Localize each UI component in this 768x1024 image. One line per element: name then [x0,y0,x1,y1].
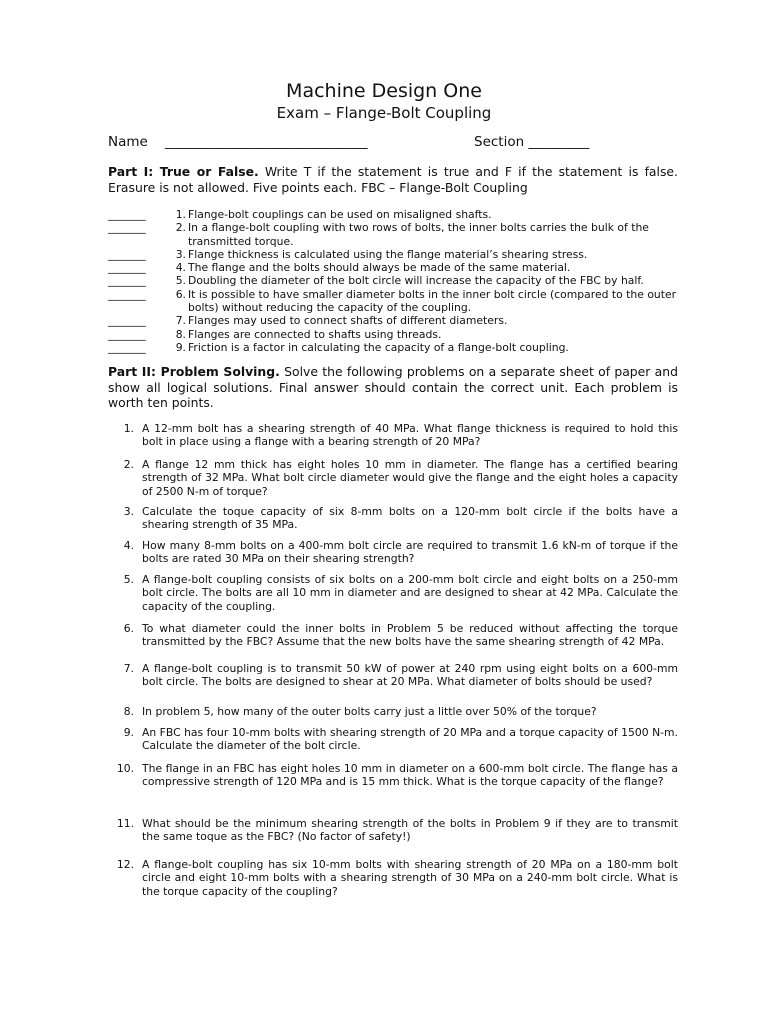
problem-number: 5. [123,573,134,586]
page-subtitle: Exam – Flange-Bolt Coupling [276,104,492,122]
problem-item [108,458,678,498]
problem-text: A flange-bolt coupling is to transmit 50 kW of power at 240 rpm using eight bolts on a 600-mm bolt circle. The bolts are designed to shear at 20 MPa. What diameter of bolts should be used? [142,662,678,689]
item-number: 9. [175,340,186,354]
problem-number: 9. [123,726,134,739]
problem-text: A flange 12 mm thick has eight holes 10 mm in diameter. The flange has a certified bearing strength of 32 MPa. What bolt circle diameter would give the flange and the eight holes a capacity of 2500 N-m of torque? [142,458,678,498]
tf-item [108,261,678,274]
name-blank: ______________________________ [165,134,368,150]
problem-number: 4. [123,539,134,552]
section-label: Section [474,134,525,150]
problem-item [108,762,678,789]
part2-instructions: Solve the following problems on a separate sheet of paper and show all logical solutions. Final answer should contain the correct unit. Each problem is worth ten points. [108,364,678,410]
problem-number: 8. [123,705,134,718]
true-false-list [108,208,678,354]
problem-item [108,573,678,613]
tf-item [108,274,678,287]
item-statement: Flange-bolt couplings can be used on misaligned shafts. [188,208,492,221]
problem-item [108,539,678,566]
part2-heading [108,364,678,411]
answer-blank: _______ [108,287,146,301]
problem-number: 10. [116,762,134,775]
item-number: 2. [175,221,186,235]
answer-blank: _______ [108,208,146,221]
section-field [474,134,589,150]
item-number: 1. [175,208,186,221]
problem-text: Calculate the toque capacity of six 8-mm bolts on a 120-mm bolt circle if the bolts have a shearing strength of 35 MPa. [142,505,678,532]
problem-number: 7. [123,662,134,675]
tf-item [108,288,678,315]
answer-blank: _______ [108,340,146,354]
part1-heading [108,164,678,195]
item-statement: It is possible to have smaller diameter bolts in the inner bolt circle (compared to the outer bolts) without reducing the capacity of the coupling. [188,287,677,315]
problem-text: A flange-bolt coupling has six 10-mm bolts with shearing strength of 20 MPa on a 180-mm bolt circle and eight 10-mm bolts with a shearing strength of 30 MPa on a 240-mm bolt circle. What is the torque capacity of the coupling? [142,858,678,898]
problem-text: What should be the minimum shearing strength of the bolts in Problem 9 if they are to transmit the same toque as the FBC? (No factor of safety!) [142,817,678,844]
problem-number: 6. [123,622,134,635]
problem-number: 12. [116,858,134,871]
item-statement: The flange and the bolts should always be made of the same material. [188,261,571,275]
problem-text: To what diameter could the inner bolts in Problem 5 be reduced without affecting the torque transmitted by the FBC? Assume that the new bolts have the same shearing strength of 42 MPa. [142,622,678,649]
problem-item [108,622,678,649]
problem-text: A 12-mm bolt has a shearing strength of 40 MPa. What flange thickness is required to hold this bolt in place using a flange with a bearing strength of 20 MPa? [142,422,678,449]
page-title: Machine Design One [286,80,482,102]
item-number: 4. [175,261,186,275]
item-number: 8. [175,327,186,341]
problem-number: 2. [123,458,134,471]
problem-text: A flange-bolt coupling consists of six bolts on a 200-mm bolt circle and eight bolts on a 250-mm bolt circle. The bolts are all 10 mm in diameter and are designed to shear at 42 MPa. Calculate the capacity of the coupling. [142,573,678,613]
problem-item [108,858,678,898]
problem-item [108,505,678,532]
answer-blank: _______ [108,261,146,275]
problem-text: An FBC has four 10-mm bolts with shearing strength of 20 MPa and a torque capacity of 1500 N-m. Calculate the diameter of the bolt circle. [142,726,678,753]
item-number: 6. [175,287,186,301]
problem-item [108,422,678,449]
tf-item [108,248,678,261]
part2-title: Part II: Problem Solving. [108,364,280,379]
problem-item [108,817,678,844]
problem-text: The flange in an FBC has eight holes 10 mm in diameter on a 600-mm bolt circle. The flange has a compressive strength of 120 MPa and is 15 mm thick. What is the torque capacity of the flange? [142,762,678,789]
tf-item [108,314,678,327]
problem-number: 1. [123,422,134,435]
answer-blank: _______ [108,274,146,288]
name-label: Name [108,134,148,150]
problem-text: In problem 5, how many of the outer bolts carry just a little over 50% of the torque? [142,705,597,718]
section-blank: _________ [528,134,590,150]
problem-item [108,705,678,718]
part1-title: Part I: True or False. [108,164,259,179]
tf-item [108,328,678,341]
item-number: 5. [175,274,186,288]
item-statement: Doubling the diameter of the bolt circle will increase the capacity of the FBC by half. [188,274,644,288]
item-number: 3. [175,247,186,261]
tf-item [108,341,678,354]
item-statement: In a flange-bolt coupling with two rows of bolts, the inner bolts carries the bulk of the transmitted torque. [188,221,649,248]
problem-item [108,662,678,689]
answer-blank: _______ [108,314,146,328]
answer-blank: _______ [108,247,146,261]
problem-text: How many 8-mm bolts on a 400-mm bolt circle are required to transmit 1.6 kN-m of torque if the bolts are rated 30 MPa on their shearing strength? [142,539,678,566]
problem-item [108,726,678,753]
problem-number: 11. [116,817,134,830]
item-statement: Flanges are connected to shafts using threads. [188,327,442,341]
problem-number: 3. [123,505,134,518]
item-statement: Flange thickness is calculated using the flange material’s shearing stress. [188,247,588,261]
item-statement: Flanges may used to connect shafts of different diameters. [188,314,508,328]
tf-item [108,208,678,221]
part1-instructions: Write T if the statement is true and F if the statement is false. Erasure is not allowed. Five points each. FBC – Flange-Bolt Coupling [108,164,678,195]
answer-blank: _______ [108,221,146,235]
answer-blank: _______ [108,327,146,341]
tf-item [108,221,678,248]
item-statement: Friction is a factor in calculating the capacity of a flange-bolt coupling. [188,340,569,354]
name-field [108,134,368,150]
item-number: 7. [175,314,186,328]
